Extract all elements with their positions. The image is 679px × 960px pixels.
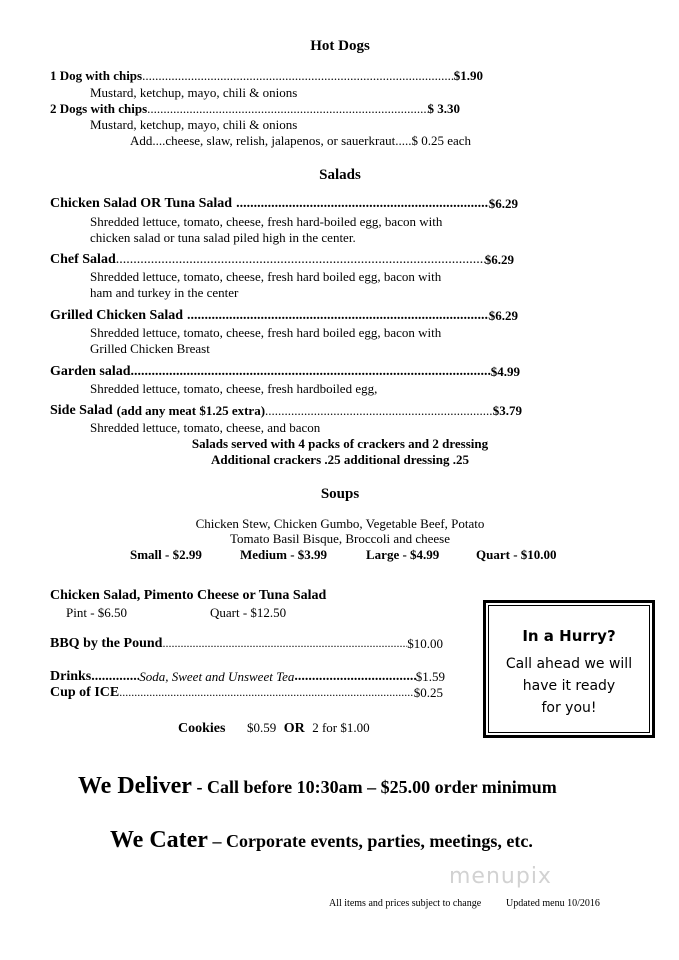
item-name: Side Salad xyxy=(50,403,113,418)
item-description: Grilled Chicken Breast xyxy=(90,341,210,356)
leader-dots xyxy=(294,669,415,685)
item-price: $4.99 xyxy=(490,364,520,379)
spreads-pint-price: Pint - $6.50 xyxy=(66,605,128,620)
section-title-hot-dogs: Hot Dogs xyxy=(310,38,370,54)
item-description: Shredded lettuce, tomato, cheese, and bacon xyxy=(90,420,321,435)
item-description: Shredded lettuce, tomato, cheese, fresh hard boiled egg, bacon with xyxy=(90,269,442,284)
item-name: 1 Dog with chips xyxy=(50,68,143,83)
catering-heading: We Cater xyxy=(110,827,208,853)
watermark: menupix xyxy=(449,864,552,889)
item-description: chicken salad or tuna salad piled high in the center. xyxy=(90,230,356,245)
item-description: Mustard, ketchup, mayo, chili & onions xyxy=(90,117,298,132)
addons-line: Add....cheese, slaw, relish, jalapenos, or sauerkraut.....$ 0.25 each xyxy=(130,133,472,148)
leader-dots xyxy=(162,636,407,652)
leader-dots xyxy=(131,364,491,380)
leader-dots xyxy=(119,685,414,701)
item-price: $1.90 xyxy=(453,68,483,83)
salads-note: Salads served with 4 packs of crackers and 2 dressing xyxy=(191,436,489,451)
item-price: $6.29 xyxy=(488,308,518,323)
menu-item-bbq xyxy=(50,636,443,652)
footer-updated: Updated menu 10/2016 xyxy=(506,898,600,909)
spreads-quart-price: Quart - $12.50 xyxy=(210,605,287,620)
item-name: Drinks xyxy=(50,669,92,684)
leader-dots xyxy=(265,403,493,419)
item-price: $ 3.30 xyxy=(427,101,460,116)
menu-item-drinks xyxy=(50,669,445,685)
item-description: Shredded lettuce, tomato, cheese, fresh hard boiled egg, bacon with xyxy=(90,325,442,340)
soup-size-quart: Quart - $10.00 xyxy=(476,547,557,562)
menu-item-garden-salad xyxy=(50,364,520,380)
footer-disclaimer: All items and prices subject to change xyxy=(329,898,482,909)
menu-item-grilled-chicken-salad xyxy=(50,308,518,324)
menu-item-side-salad xyxy=(50,403,522,419)
delivery-banner xyxy=(78,773,557,800)
section-title-salads: Salads xyxy=(319,167,361,183)
catering-details: – Corporate events, parties, meetings, etc. xyxy=(207,831,533,851)
soups-list: Chicken Stew, Chicken Gumbo, Vegetable Beef, Potato xyxy=(195,516,485,531)
call-ahead-box xyxy=(483,600,655,738)
menu-item-1-dog xyxy=(50,68,483,84)
delivery-details: - Call before 10:30am – $25.00 order minimum xyxy=(191,777,557,797)
item-description: ham and turkey in the center xyxy=(90,285,239,300)
leader-dots xyxy=(91,669,139,685)
item-price: $6.29 xyxy=(488,196,518,211)
soups-list: Tomato Basil Bisque, Broccoli and cheese xyxy=(229,531,451,546)
menu-item-cookies xyxy=(178,720,370,737)
leader-dots xyxy=(147,101,427,117)
item-name: Chef Salad xyxy=(50,252,116,267)
leader-dots xyxy=(116,252,485,268)
item-name-extra: (add any meat $1.25 extra) xyxy=(116,403,266,418)
catering-banner xyxy=(110,827,533,854)
section-title-soups: Soups xyxy=(320,486,360,502)
item-price: $10.00 xyxy=(407,636,443,651)
spreads-title xyxy=(50,588,326,604)
cookies-deal: 2 for $1.00 xyxy=(312,720,370,735)
item-name: Cup of ICE xyxy=(50,685,120,700)
item-name: 2 Dogs with chips xyxy=(50,101,148,116)
menu-item-chicken-tuna-salad xyxy=(50,196,518,212)
item-name: Chicken Salad OR Tuna Salad xyxy=(50,196,233,211)
item-name: BBQ by the Pound xyxy=(50,636,163,651)
item-name: Garden salad xyxy=(50,364,131,379)
leader-dots xyxy=(142,68,454,84)
call-ahead-text: have it ready xyxy=(522,678,616,694)
salads-note: Additional crackers .25 additional dressing .25 xyxy=(211,452,469,467)
soup-size-medium: Medium - $3.99 xyxy=(240,547,328,562)
call-ahead-text: Call ahead we will xyxy=(505,656,633,672)
spreads-title-a: Chicken Salad xyxy=(50,588,137,603)
cookies-price: $0.59 xyxy=(246,720,277,735)
cookies-label: Cookies xyxy=(178,721,226,736)
item-price: $6.29 xyxy=(484,252,514,267)
call-ahead-title: In a Hurry? xyxy=(522,627,616,645)
soup-size-large: Large - $4.99 xyxy=(366,547,440,562)
item-price: $1.59 xyxy=(415,669,445,684)
item-price: $0.25 xyxy=(413,685,443,700)
call-ahead-text: for you! xyxy=(541,700,597,716)
menu-item-2-dogs xyxy=(50,101,460,117)
item-name: Grilled Chicken Salad xyxy=(50,308,184,323)
item-description: Shredded lettuce, tomato, cheese, fresh hardboiled egg, xyxy=(90,381,378,396)
leader-dots xyxy=(187,308,489,324)
leader-dots xyxy=(236,196,489,212)
item-description: Soda, Sweet and Unsweet Tea xyxy=(139,669,295,684)
cookies-or: OR xyxy=(283,721,305,736)
item-price: $3.79 xyxy=(492,403,522,418)
item-description: Shredded lettuce, tomato, cheese, fresh hard-boiled egg, bacon with xyxy=(90,214,443,229)
delivery-heading: We Deliver xyxy=(78,773,192,799)
soup-size-small: Small - $2.99 xyxy=(130,547,202,562)
spreads-title-b: , Pimento Cheese or Tuna Salad xyxy=(136,588,327,603)
menu-item-chef-salad xyxy=(50,252,514,268)
item-description: Mustard, ketchup, mayo, chili & onions xyxy=(90,85,298,100)
menu-item-ice xyxy=(50,685,443,701)
